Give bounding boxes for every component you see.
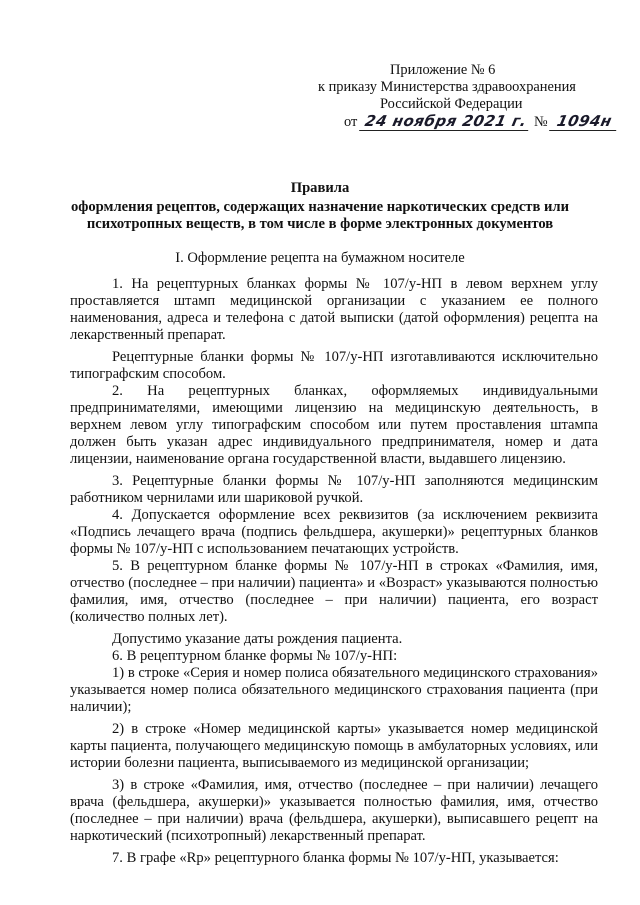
order-date-line bbox=[318, 113, 618, 131]
section-heading: I. Оформление рецепта на бумажном носителе bbox=[175, 250, 465, 266]
order-reference: к приказу Министерства здравоохранения bbox=[318, 79, 576, 95]
appendix-number: Приложение № 6 bbox=[390, 62, 496, 78]
paragraph-2: 2. На рецептурных бланках, оформляемых индивидуальными предпринимателями, имеющими лицензию на медицинскую деятельность, в верхнем левом углу типографским способом или путем проставления штампа должен быть указан адрес индивидуального предпринимателя, номер и дата лицензии, наименование органа государственной власти, выдавшего лицензию. bbox=[70, 383, 598, 467]
paragraph-6-item-3: 3) в строке «Фамилия, имя, отчество (последнее – при наличии) лечащего врача (фельдшера, акушерки)» указывается полностью фамилия, имя, отчество (последнее – при наличии) врача (фельдшера, акушерки), выписавшего рецепт на наркотический (психотропный) лекарственный препарат. bbox=[70, 777, 598, 844]
title-line-2: психотропных веществ, в том числе в форме электронных документов bbox=[86, 216, 554, 232]
paragraph-1-note: Рецептурные бланки формы № 107/у-НП изготавливаются исключительно типографским способом. bbox=[70, 349, 598, 382]
number-label: № bbox=[533, 114, 548, 130]
paragraph-7: 7. В графе «Rp» рецептурного бланка формы № 107/у-НП, указывается: bbox=[112, 850, 559, 866]
paragraph-5-note: Допустимо указание даты рождения пациента. bbox=[112, 631, 403, 647]
paragraph-6: 6. В рецептурном бланке формы № 107/у-НП: bbox=[112, 648, 398, 664]
document-body bbox=[70, 276, 598, 867]
paragraph-4: 4. Допускается оформление всех реквизитов (за исключением реквизита «Подпись лечащего врача (подпись фельдшера, акушерки)» рецептурных бланков формы № 107/у-НП с использованием печатающих устройств. bbox=[70, 507, 598, 557]
paragraph-6-item-1: 1) в строке «Серия и номер полиса обязательного медицинского страхования» указывается номер полиса обязательного медицинского страхования пациента (при наличии); bbox=[70, 665, 598, 715]
handwritten-order-number: 1094н bbox=[549, 113, 619, 131]
date-prefix: от bbox=[344, 114, 358, 130]
federation-line: Российской Федерации bbox=[380, 96, 523, 112]
paragraph-5: 5. В рецептурном бланке формы № 107/у-НП в строках «Фамилия, имя, отчество (последнее – при наличии) пациента» и «Возраст» указываются полностью фамилия, имя, отчество (последнее – при наличии) пациента, его возраст (количество полных лет). bbox=[70, 558, 598, 625]
paragraph-3: 3. Рецептурные бланки формы № 107/у-НП заполняются медицинским работником чернилами или шариковой ручкой. bbox=[70, 473, 598, 506]
paragraph-6-item-2: 2) в строке «Номер медицинской карты» указывается номер медицинской карты пациента, получающего медицинскую помощь в амбулаторных условиях, или истории болезни пациента, выписываемого из медицинской организации; bbox=[70, 721, 598, 771]
document-title bbox=[40, 180, 600, 234]
appendix-header bbox=[318, 62, 618, 131]
paragraph-1: 1. На рецептурных бланках формы № 107/у-НП в левом верхнем углу проставляется штамп медицинской организации с указанием ее полного наименования, адреса и телефона с датой выписки (датой оформления) рецепта на лекарственный препарат. bbox=[70, 276, 598, 343]
title-word: Правила bbox=[290, 180, 350, 196]
title-line-1: оформления рецептов, содержащих назначение наркотических средств или bbox=[70, 198, 570, 215]
handwritten-date: 24 ноября 2021 г. bbox=[359, 113, 532, 131]
